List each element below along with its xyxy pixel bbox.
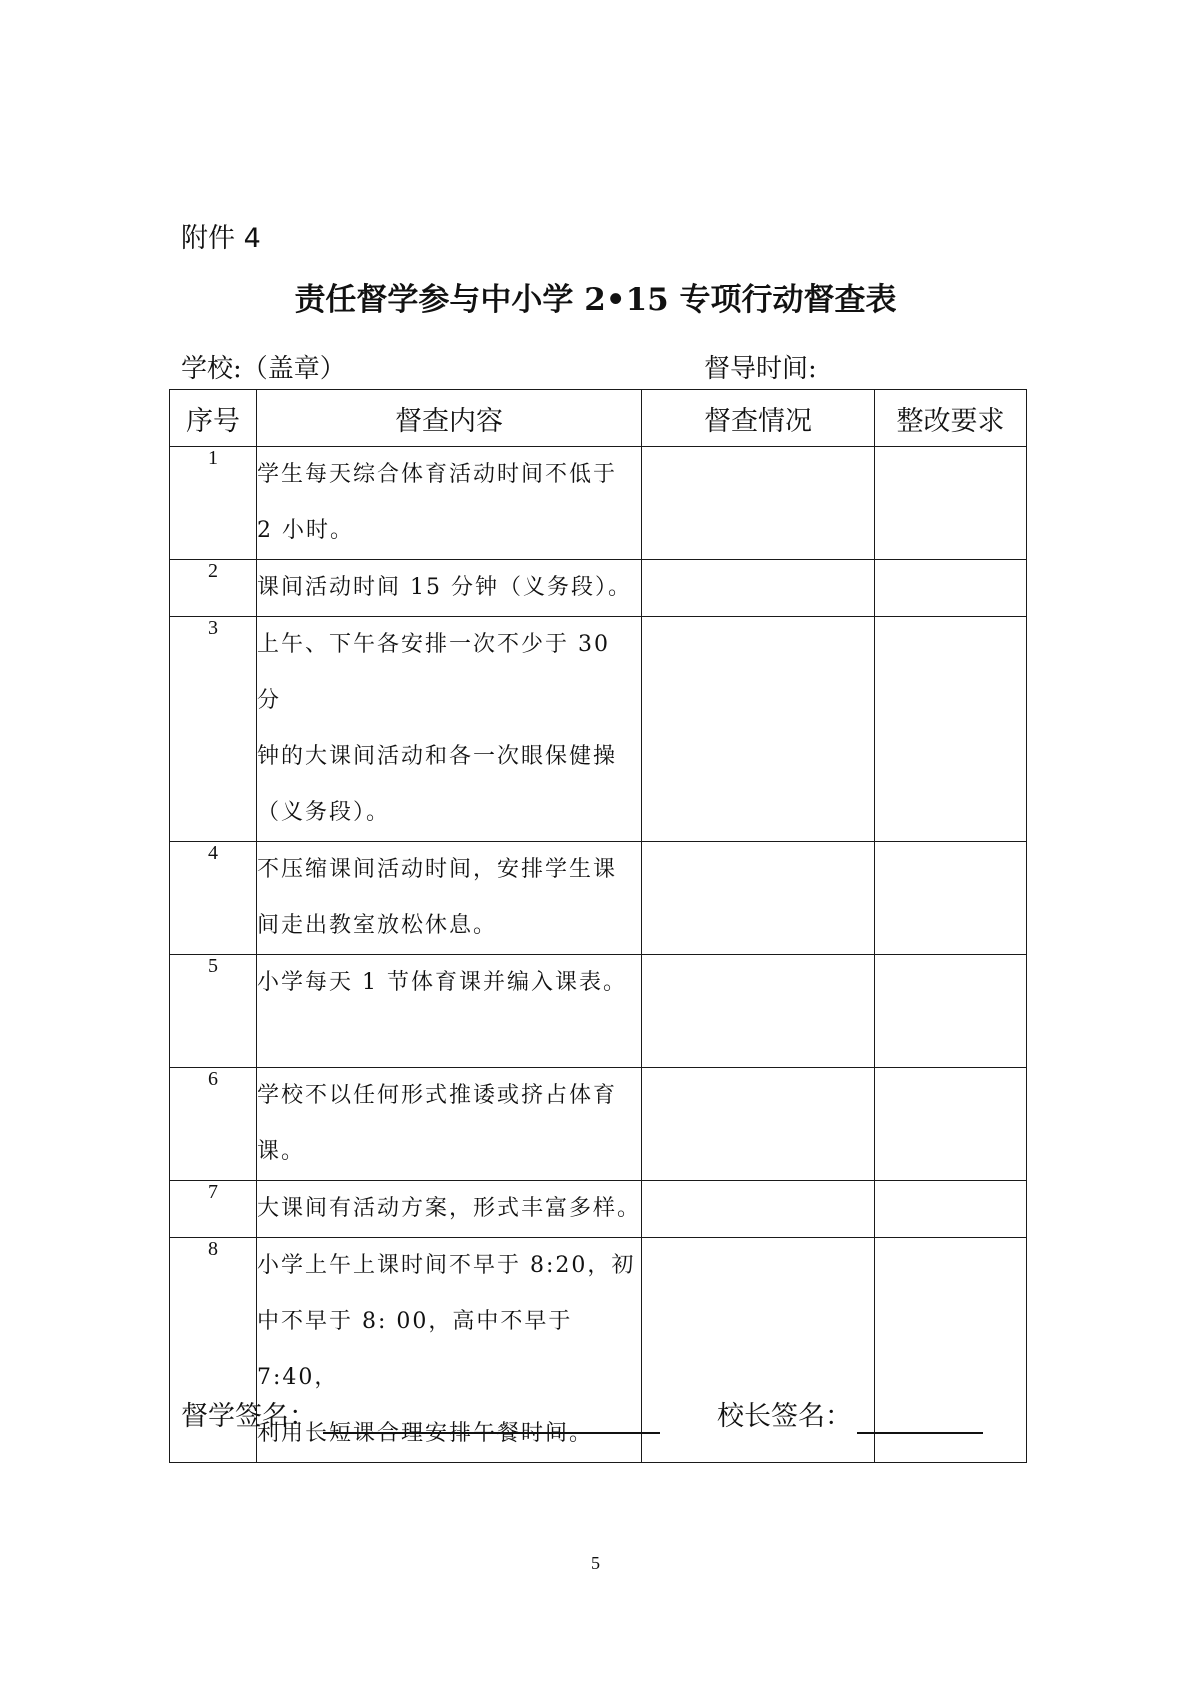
- inspection-item-line: 大课间有活动方案，形式丰富多样。: [257, 1196, 642, 1221]
- inspection-item-line: 小学上午上课时间不早于 8:20，初: [257, 1253, 636, 1278]
- supervisor-sign-line[interactable]: [323, 1432, 660, 1434]
- table-row: [170, 617, 1027, 842]
- table-row: [170, 842, 1027, 955]
- rectification-cell[interactable]: [875, 842, 1027, 955]
- table-row: [170, 560, 1027, 617]
- inspection-item: [257, 1068, 642, 1181]
- inspection-item-line: 上午、下午各安排一次不少于 30 分: [257, 632, 610, 713]
- table-row: [170, 1181, 1027, 1238]
- rectification-cell[interactable]: [875, 617, 1027, 842]
- inspection-item-line: （义务段）。: [257, 800, 391, 825]
- row-number: 3: [170, 617, 257, 842]
- inspection-item-line: 不压缩课间活动时间，安排学生课: [257, 857, 618, 882]
- situation-cell[interactable]: [642, 1068, 875, 1181]
- situation-cell[interactable]: [642, 955, 875, 1068]
- inspection-table: [169, 389, 1027, 1463]
- inspection-item-line: 中不早于 8: 00，高中不早于 7:40，: [257, 1309, 573, 1390]
- inspection-item-line: 课。: [257, 1139, 306, 1164]
- rectification-cell[interactable]: [875, 955, 1027, 1068]
- inspection-item-line: 利用长短课合理安排午餐时间。: [257, 1421, 594, 1446]
- page-title: 责任督学参与中小学 2•15 专项行动督查表: [294, 282, 897, 318]
- supervisor-sign-label: 督学签名：: [181, 1401, 316, 1432]
- rectification-cell[interactable]: [875, 1068, 1027, 1181]
- situation-cell[interactable]: [642, 447, 875, 560]
- inspection-item-line: [257, 1011, 641, 1067]
- principal-sign-line[interactable]: [857, 1432, 983, 1434]
- rectification-cell[interactable]: [875, 560, 1027, 617]
- inspection-item-line: 学生每天综合体育活动时间不低于: [257, 462, 618, 487]
- situation-cell[interactable]: [642, 842, 875, 955]
- situation-cell[interactable]: [642, 1181, 875, 1238]
- inspection-item: [257, 617, 642, 842]
- inspection-item-line: 钟的大课间活动和各一次眼保健操: [257, 744, 618, 769]
- header-number: 序号: [170, 390, 257, 447]
- table-header-row: [170, 390, 1027, 447]
- inspection-item: [257, 842, 642, 955]
- inspection-item-line: 2 小时。: [257, 518, 354, 543]
- header-content: 督查内容: [257, 390, 642, 447]
- inspection-item: [257, 560, 642, 617]
- table-row: [170, 447, 1027, 560]
- rectification-cell[interactable]: [875, 1238, 1027, 1463]
- table-row: [170, 955, 1027, 1068]
- row-number: 1: [170, 447, 257, 560]
- row-number: 8: [170, 1238, 257, 1463]
- school-stamp-label: 学校:（盖章）: [181, 354, 346, 384]
- inspection-item-line: 间走出教室放松休息。: [257, 913, 498, 938]
- inspection-item-line: 课间活动时间 15 分钟（义务段）。: [257, 575, 632, 600]
- page-number: 5: [591, 1553, 600, 1573]
- row-number: 4: [170, 842, 257, 955]
- inspection-item: [257, 1181, 642, 1238]
- principal-sign-label: 校长签名：: [717, 1401, 852, 1432]
- situation-cell[interactable]: [642, 617, 875, 842]
- inspection-item-line: 小学每天 1 节体育课并编入课表。: [257, 970, 627, 995]
- table-row: [170, 1068, 1027, 1181]
- header-rectification: 整改要求: [875, 390, 1027, 447]
- attachment-label: 附件 4: [181, 223, 261, 254]
- rectification-cell[interactable]: [875, 1181, 1027, 1238]
- inspection-item: [257, 955, 642, 1068]
- row-number: 7: [170, 1181, 257, 1238]
- row-number: 5: [170, 955, 257, 1068]
- inspection-item: [257, 447, 642, 560]
- header-situation: 督查情况: [642, 390, 875, 447]
- table-body: [170, 447, 1027, 1463]
- inspection-item-line: 学校不以任何形式推诿或挤占体育: [257, 1083, 618, 1108]
- row-number: 6: [170, 1068, 257, 1181]
- rectification-cell[interactable]: [875, 447, 1027, 560]
- situation-cell[interactable]: [642, 560, 875, 617]
- row-number: 2: [170, 560, 257, 617]
- inspection-time-label: 督导时间:: [704, 354, 817, 384]
